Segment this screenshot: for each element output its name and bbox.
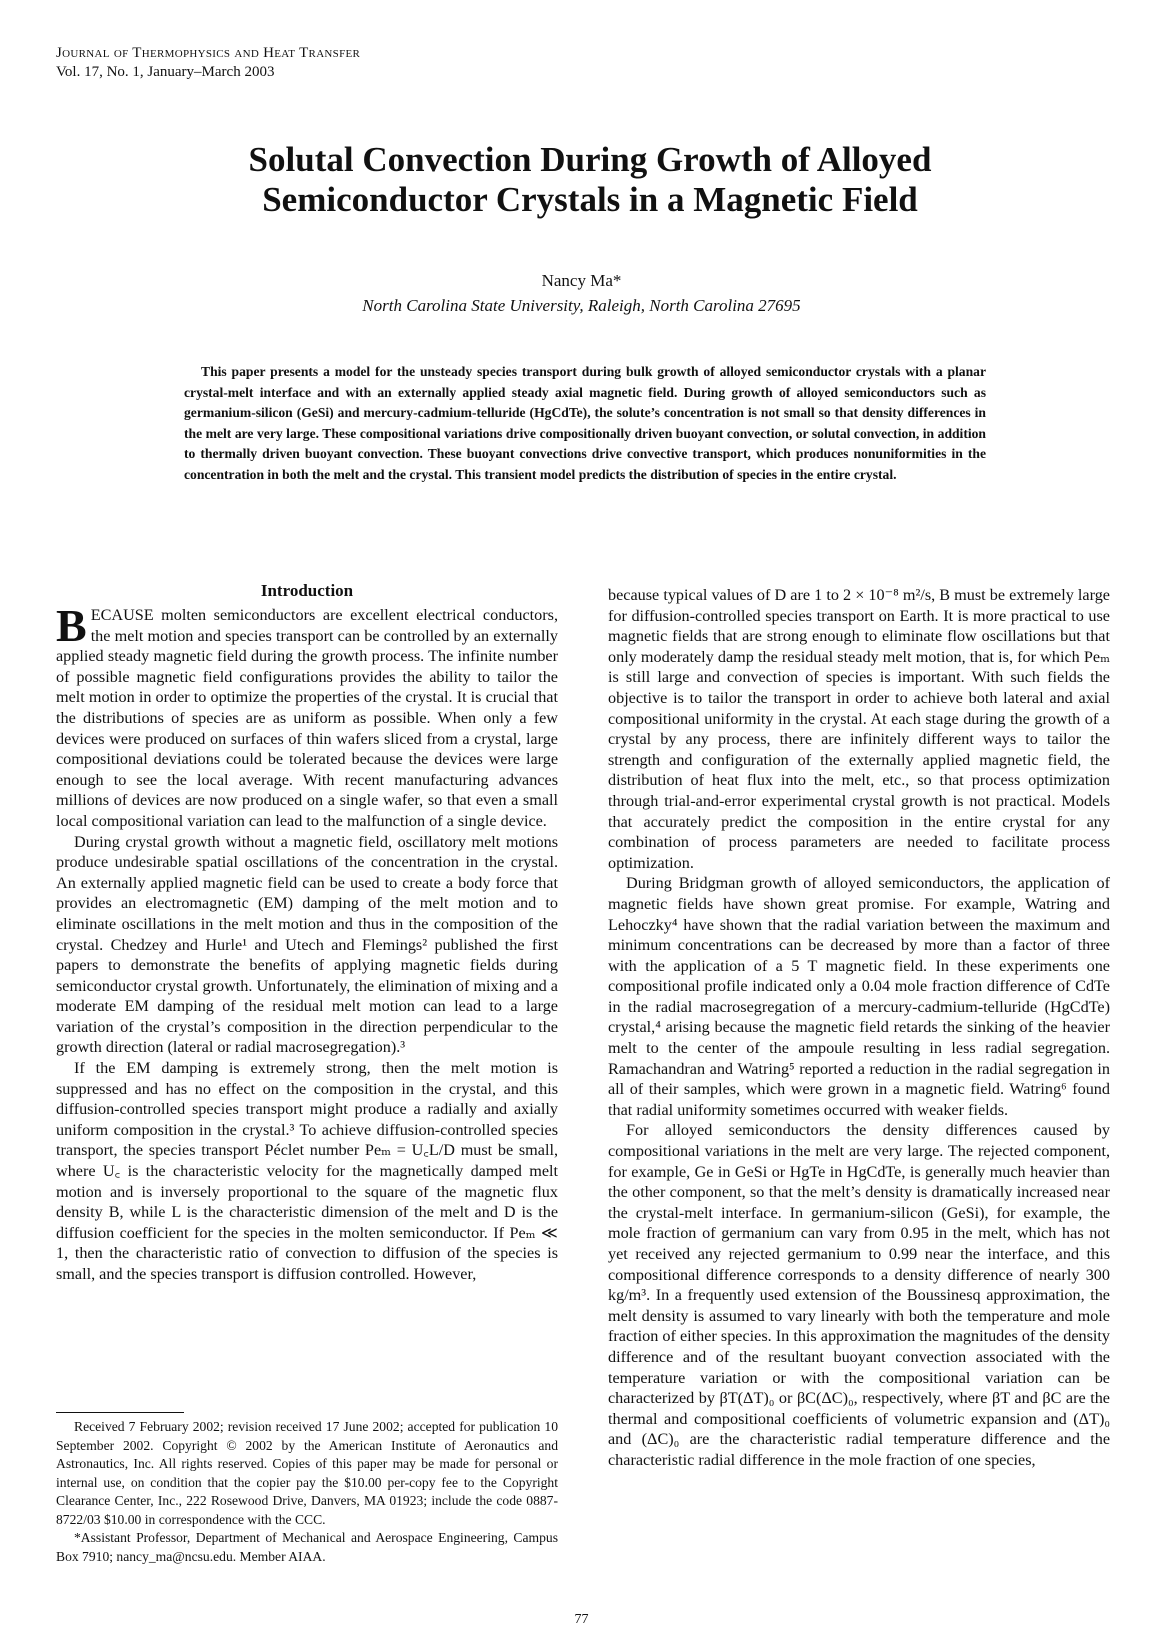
title-line-1: Solutal Convection During Growth of Alloyed (248, 140, 932, 179)
paragraph-text: ECAUSE molten semiconductors are excellent electrical conductors, the melt motion and species transport can be controlled by an externally applied steady magnetic field during the growth process. The infinite number of possible magnetic field configurations provides the ability to tailor the melt motion in order to optimize the properties of the crystal. It is crucial that the distributions of species are as uniform as possible. When only a few devices were produced on surfaces of thin wafers sliced from a crystal, large compositional deviations could be tolerated because the devices were large enough to see the local average. With recent manufacturing advances millions of devices are now produced on a single wafer, so that even a small local compositional variation can lead to the malfunction of a single device. (56, 606, 558, 830)
journal-volume: Vol. 17, No. 1, January–March 2003 (56, 64, 275, 80)
paragraph: If the EM damping is extremely strong, then the melt motion is suppressed and has no effect on the composition in the crystal, and this diffusion-controlled species transport might produce a radially and axially uniform composition in the crystal.³ To achieve diffusion-controlled species transport, the species transport Péclet number Peₘ = U꜀L/D must be small, where U꜀ is the characteristic velocity for the magnetically damped melt motion and is inversely proportional to the square of the magnetic flux density B, while L is the characteristic dimension of the melt and D is the diffusion coefficient for the species in the molten semiconductor. If Peₘ ≪ 1, then the characteristic ratio of convection to diffusion of the species is small, and the species transport is diffusion controlled. However, (56, 1059, 558, 1283)
author-name: Nancy Ma* (541, 271, 622, 290)
footnote-author: *Assistant Professor, Department of Mechanical and Aerospace Engineering, Campus Box 7910; nancy_ma@ncsu.edu. Member AIAA. (56, 1530, 558, 1564)
journal-header (56, 44, 360, 82)
footnotes (56, 1418, 558, 1566)
paragraph: During crystal growth without a magnetic field, oscillatory melt motions produce undesirable spatial oscillations of the concentration in the crystal. An externally applied magnetic field can be used to create a body force that provides an electromagnetic (EM) damping of the melt motion and to eliminate oscillations in the melt motion and thus in the composition of the crystal. Chedzey and Hurle¹ and Utech and Flemings² published the first papers to demonstrate the benefits of applying magnetic fields during semiconductor crystal growth. Unfortunately, the elimination of mixing and a moderate EM damping of the residual melt motion can lead to a large variation of the crystal’s composition in the direction perpendicular to the growth direction (lateral or radial macrosegregation).³ (56, 832, 558, 1057)
paper-title (90, 140, 1090, 220)
paragraph: For alloyed semiconductors the density differences caused by compositional variations in the melt are very large. The rejected component, for example, Ge in GeSi or HgTe in HgCdTe, is generally much heavier than the other component, so that the melt’s density is dramatically increased near the crystal-melt interface. In germanium-silicon (GeSi), for example, the mole fraction of germanium can vary from 0.95 in the melt, which has not yet received any rejected germanium to 0.99 near the interface, and this compositional difference corresponds to a density difference of nearly 300 kg/m³. In a frequently used extension of the Boussinesq approximation, the melt density is assumed to vary linearly with both the temperature and mole fraction of either species. In this approximation the magnitudes of the density difference and of the resultant buoyant convection associated with the temperature variation or with the compositional variation can be characterized by βT(ΔT)₀ or βC(ΔC)₀, respectively, where βT and βC are the thermal and compositional coefficients of volumetric expansion and (ΔT)₀ and (ΔC)₀ are the characteristic radial temperature difference and the characteristic radial difference in the mole fraction of one species, (608, 1121, 1110, 1469)
right-column (608, 585, 1110, 1471)
left-column (56, 580, 558, 1285)
paragraph: During Bridgman growth of alloyed semiconductors, the application of magnetic fields have shown great promise. For example, Watring and Lehoczky⁴ have shown that the radial variation between the maximum and minimum concentrations can be decreased by more than a factor of three with the application of a 5 T magnetic field. In these experiments one compositional profile indicated only a 0.04 mole fraction difference of CdTe in the radial macrosegregation of a mercury-cadmium-telluride (HgCdTe) crystal,⁴ arising because the magnetic field retards the sinking of the heavier melt to the center of the ampoule resulting in less radial segregation. Ramachandran and Watring⁵ reported a reduction in the radial segregation in all of their samples, which were grown in a magnetic field. Watring⁶ found that radial uniformity sometimes occurred with weaker fields. (608, 874, 1110, 1119)
paragraph (56, 600, 558, 832)
journal-name: Journal of Thermophysics and Heat Transfer (56, 45, 361, 61)
footnote-divider (56, 1412, 184, 1413)
paragraph: because typical values of D are 1 to 2 × 10⁻⁸ m²/s, B must be extremely large for diffusion-controlled species transport on Earth. It is more practical to use magnetic fields that are strong enough to eliminate flow oscillations but that only moderately damp the residual steady melt motion, that is, for which Peₘ is still large and convection of species is important. With such fields the objective is to tailor the transport in order to achieve both lateral and axial compositional uniformity in the crystal. At each stage during the growth of a crystal by any process, there are infinitely different ways to tailor the strength and configuration of the externally applied magnetic field, the distribution of heat flux into the melt, etc., so that process optimization through trial-and-error experimental crystal growth is not practical. Models that accurately predict the composition in the entire crystal for any combination of process parameters are needed to facilitate process optimization. (608, 586, 1110, 872)
drop-cap: B (56, 600, 87, 651)
abstract: This paper presents a model for the unsteady species transport during bulk growth of alloyed semiconductor crystals with a planar crystal-melt interface and with an externally applied steady axial magnetic field. During growth of alloyed semiconductors such as germanium-silicon (GeSi) and mercury-cadmium-telluride (HgCdTe), the solute’s concentration is not small so that density differences in the melt are very large. These compositional variations drive compositionally driven buoyant convection, or solutal convection, in addition to thermally driven buoyant convection. These buoyant convections drive convective transport, which produces nonuniformities in the concentration in both the melt and the crystal. This transient model predicts the distribution of species in the entire crystal. (184, 364, 986, 482)
title-line-2: Semiconductor Crystals in a Magnetic Field (262, 180, 918, 219)
footnote-received: Received 7 February 2002; revision received 17 June 2002; accepted for publication 10 September 2002. Copyright © 2002 by the American Institute of Aeronautics and Astronautics, Inc. All rights reserved. Copies of this paper may be made for personal or internal use, on condition that the copier pay the $10.00 per-copy fee to the Copyright Clearance Center, Inc., 222 Rosewood Drive, Danvers, MA 01923; include the code 0887-8722/03 $10.00 in correspondence with the CCC. (56, 1419, 558, 1527)
author-affiliation: North Carolina State University, Raleigh, North Carolina 27695 (362, 296, 801, 315)
page-number: 77 (574, 1612, 589, 1627)
section-heading-introduction: Introduction (260, 581, 354, 600)
